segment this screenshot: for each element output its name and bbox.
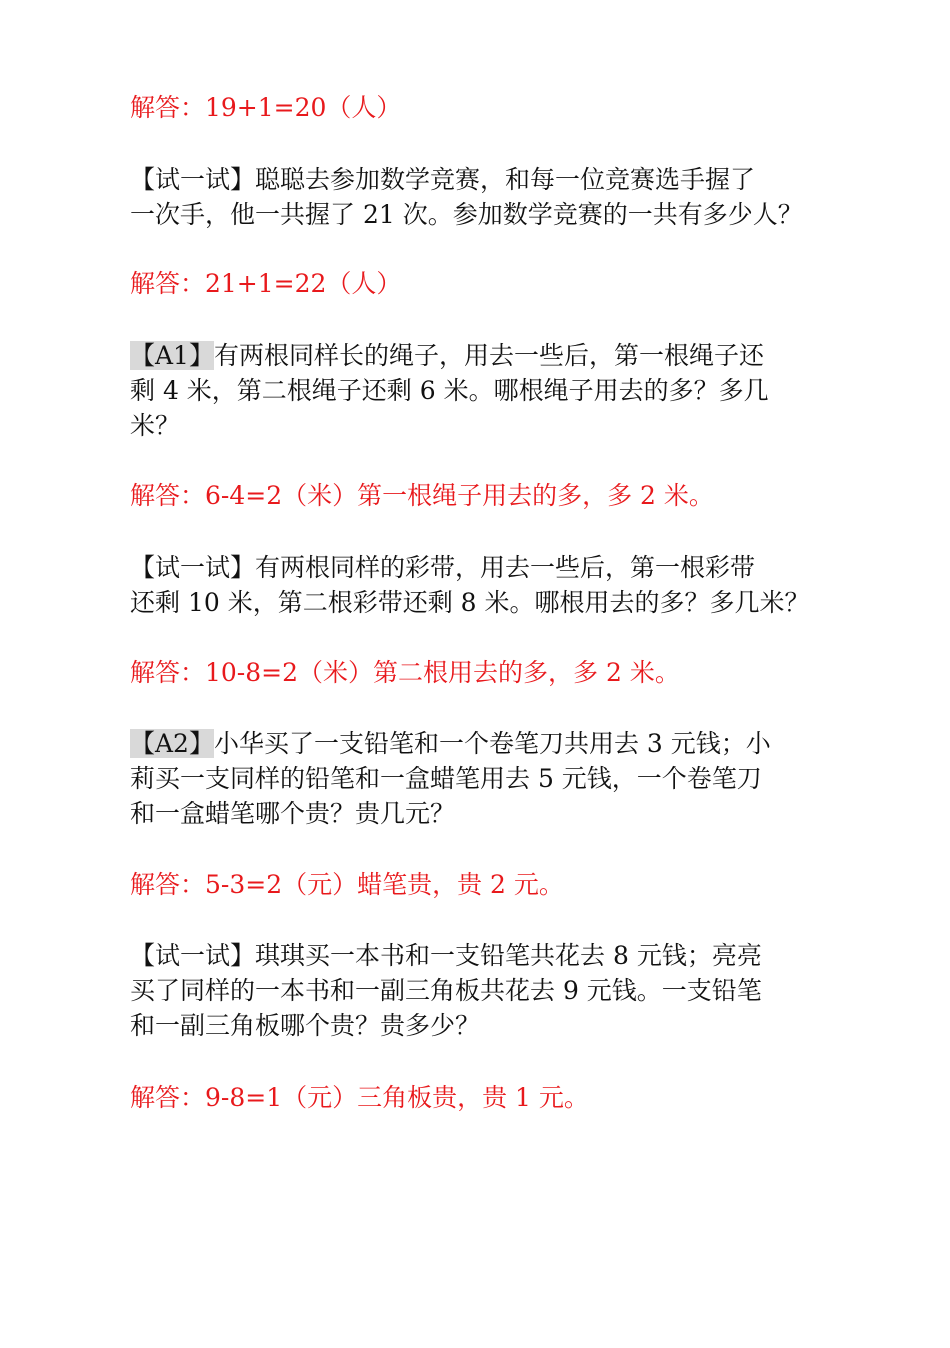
problem-a1-line-3: 米？ — [130, 411, 181, 440]
problem-a2-tag: 【A2】 — [130, 729, 214, 758]
try-problem-2-line-1 — [130, 550, 830, 585]
answer-5-text: 解答：5-3=2（元）蜡笔贵，贵 2 元。 — [130, 870, 564, 899]
problem-a1-tag: 【A1】 — [130, 341, 214, 370]
problem-a2-text-1: 小华买了一支铅笔和一个卷笔刀共用去 3 元钱；小 — [213, 729, 771, 758]
answer-2-text: 解答：21+1=22（人） — [130, 269, 402, 298]
try-problem-1-line-1 — [130, 162, 830, 197]
try-problem-3-line-2: 买了同样的一本书和一副三角板共花去 9 元钱。一支铅笔 — [130, 976, 762, 1005]
problem-a1-text-1: 有两根同样长的绳子，用去一些后，第一根绳子还 — [213, 341, 764, 370]
answer-6 — [130, 1080, 830, 1115]
try-problem-2 — [130, 550, 830, 620]
answer-6-text: 解答：9-8=1（元）三角板贵，贵 1 元。 — [130, 1083, 589, 1112]
problem-a2 — [130, 726, 830, 831]
try-tag: 【试一试】 — [130, 165, 256, 194]
problem-a2-line-1 — [130, 726, 830, 761]
try-problem-3-text-1: 琪琪买一本书和一支铅笔共花去 8 元钱；亮亮 — [255, 941, 762, 970]
problem-a2-line-3: 和一盒蜡笔哪个贵？贵几元？ — [130, 799, 456, 828]
answer-4 — [130, 655, 830, 690]
try-problem-3-line-3: 和一副三角板哪个贵？贵多少？ — [130, 1011, 481, 1040]
try-problem-2-line-2: 还剩 10 米，第二根彩带还剩 8 米。哪根用去的多？多几米？ — [130, 588, 810, 617]
try-tag: 【试一试】 — [130, 553, 256, 582]
try-problem-1 — [130, 162, 830, 232]
answer-2 — [130, 266, 830, 301]
answer-1-text: 解答：19+1=20（人） — [130, 93, 402, 122]
answer-4-text: 解答：10-8=2（米）第二根用去的多，多 2 米。 — [130, 658, 680, 687]
answer-5 — [130, 867, 830, 902]
problem-a1 — [130, 338, 830, 443]
answer-3 — [130, 478, 830, 513]
answer-1 — [130, 90, 830, 125]
problem-a1-line-1 — [130, 338, 830, 373]
try-problem-3-line-1 — [130, 938, 830, 973]
try-problem-2-text-1: 有两根同样的彩带，用去一些后，第一根彩带 — [255, 553, 756, 582]
problem-a2-line-2: 莉买一支同样的铅笔和一盒蜡笔用去 5 元钱，一个卷笔刀 — [130, 764, 762, 793]
answer-3-text: 解答：6-4=2（米）第一根绳子用去的多，多 2 米。 — [130, 481, 714, 510]
try-problem-1-text-1: 聪聪去参加数学竞赛，和每一位竞赛选手握了 — [255, 165, 756, 194]
try-problem-1-line-2: 一次手，他一共握了 21 次。参加数学竞赛的一共有多少人？ — [130, 200, 803, 229]
problem-a1-line-2: 剩 4 米，第二根绳子还剩 6 米。哪根绳子用去的多？多几 — [130, 376, 769, 405]
try-problem-3 — [130, 938, 830, 1043]
try-tag: 【试一试】 — [130, 941, 256, 970]
